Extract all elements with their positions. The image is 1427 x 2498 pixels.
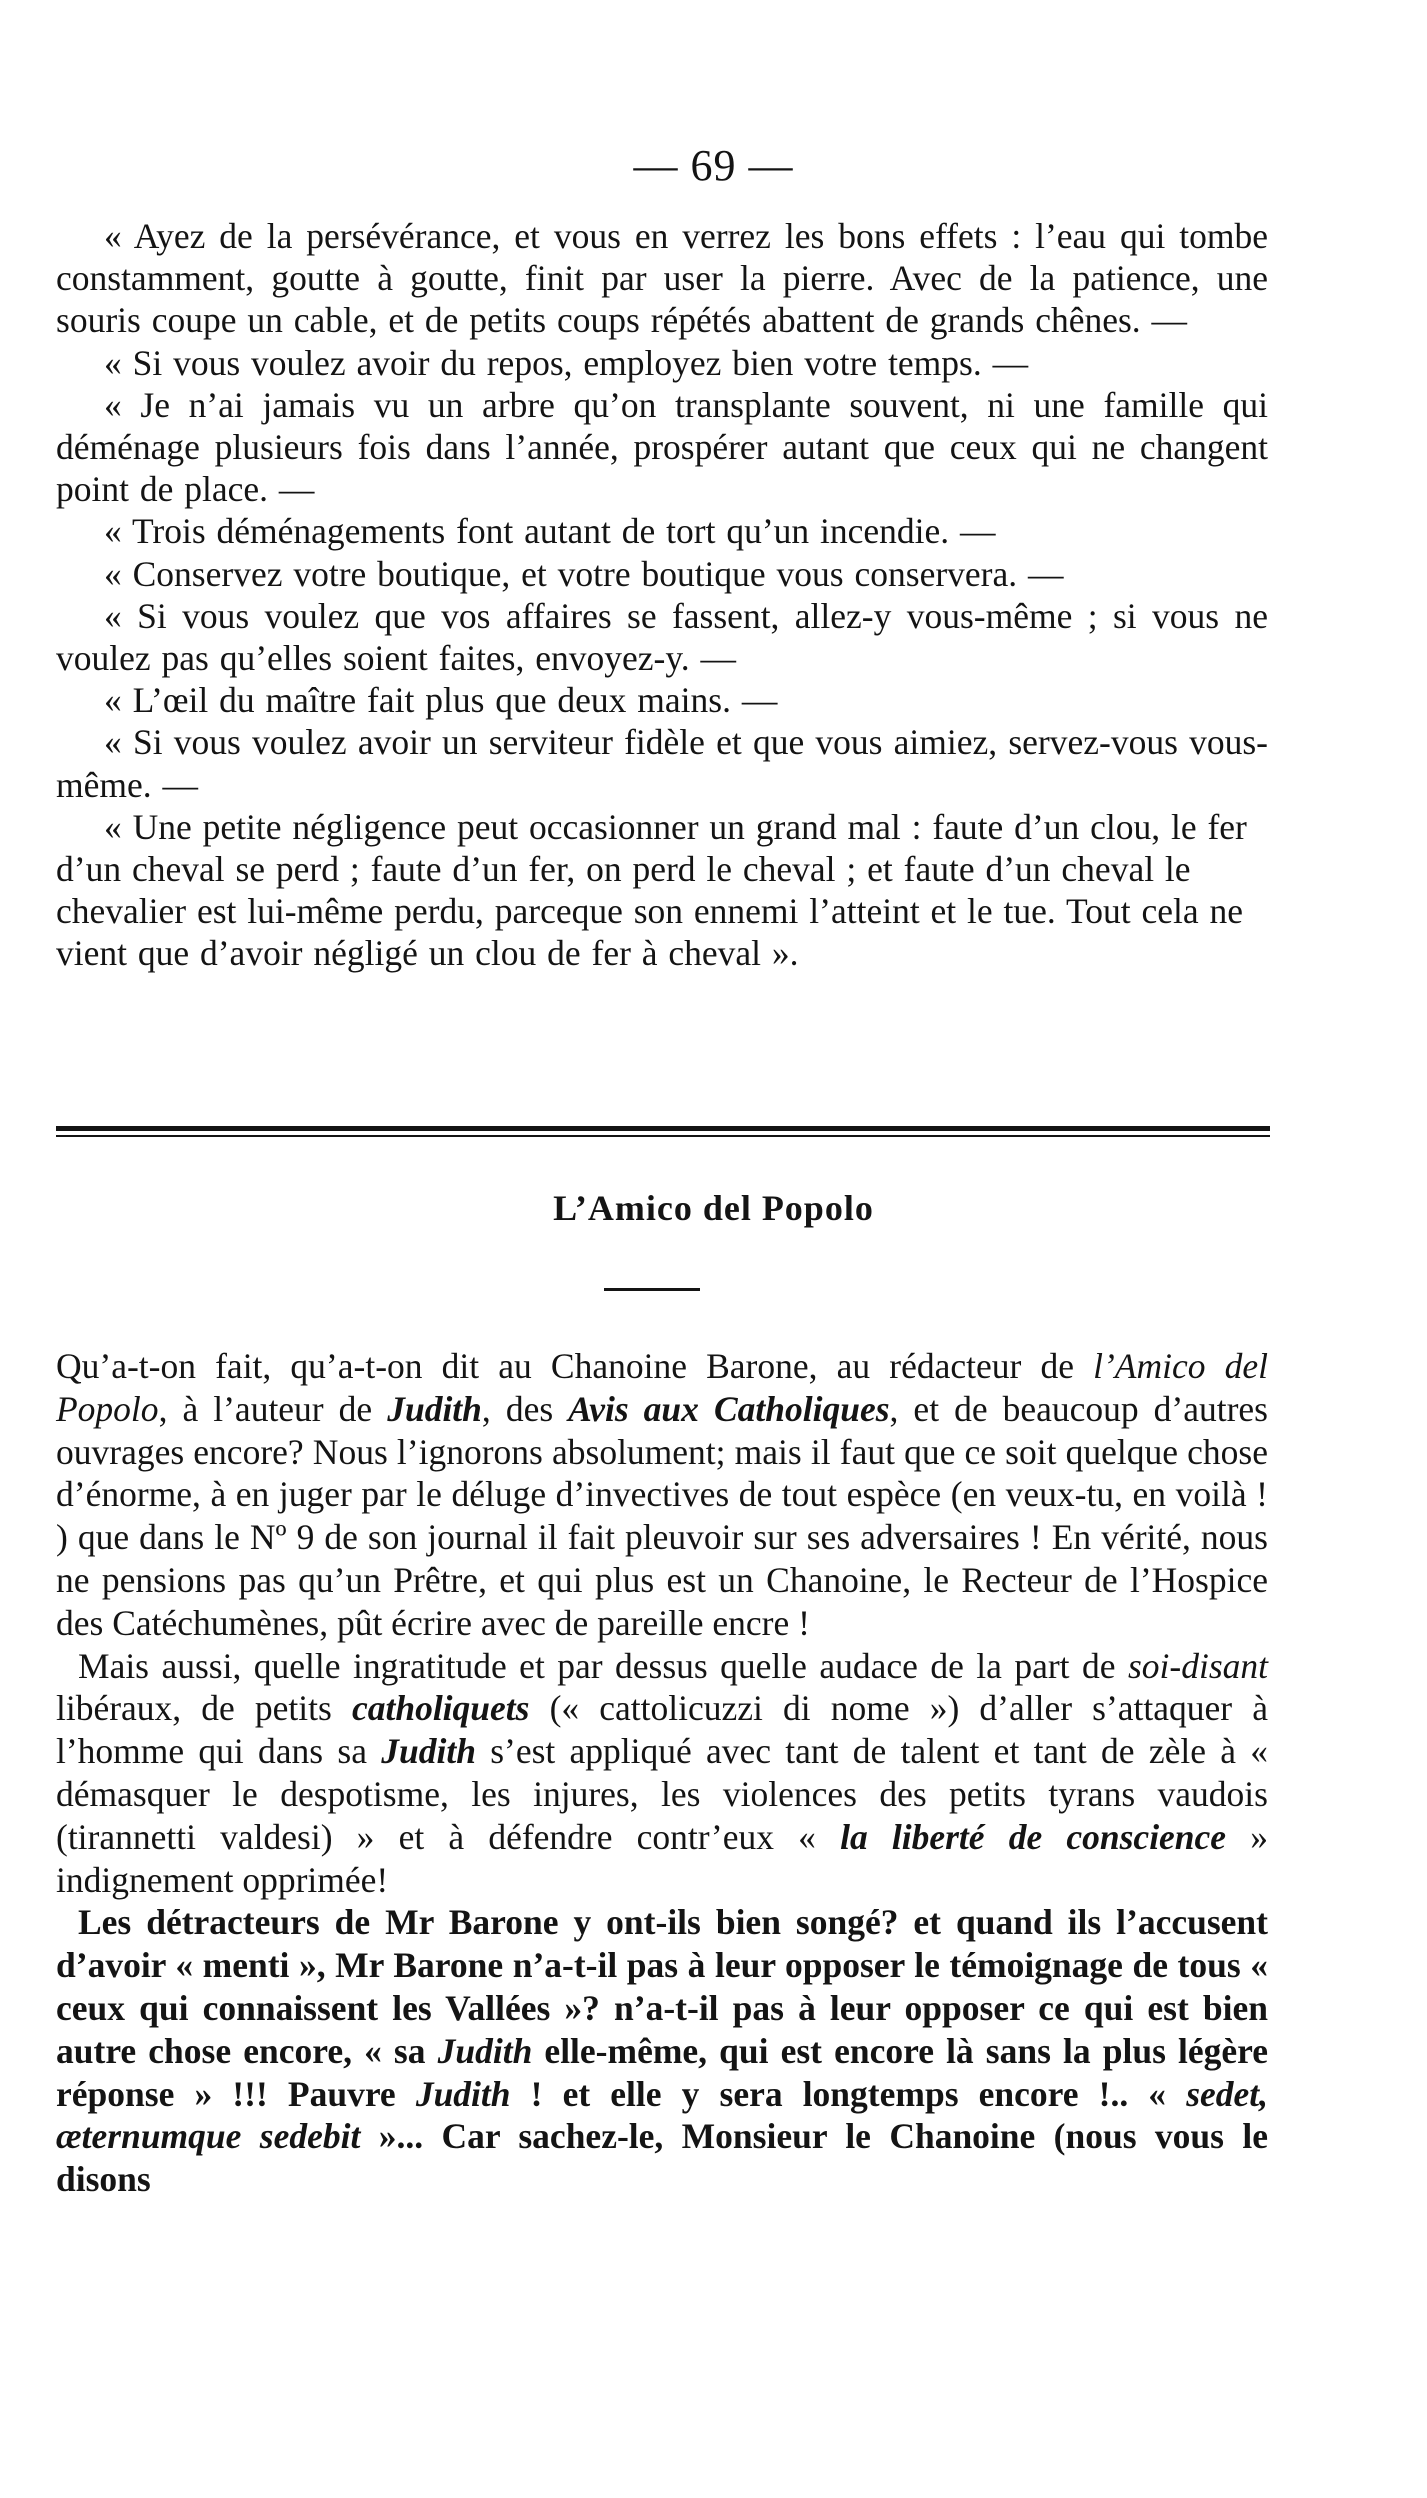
page-number: — 69 — — [633, 141, 794, 190]
text-run: s’est appliqué avec tant de talent et tant de zèle à « démasquer le despotisme, les injures, les violences des petits tyrans vaudois (tirannetti valdesi) » et à défendre contr’eux « — [56, 1731, 1268, 1857]
bold-italic-run: Avis aux Catholiques — [568, 1388, 890, 1429]
text-run: »... Car sachez-le, Monsieur le Chanoine (nous vous le disons — [56, 2116, 1268, 2200]
bold-italic-run: Judith — [387, 1388, 482, 1429]
bold-italic-run: Judith — [437, 2030, 533, 2071]
maxim-paragraph: « Ayez de la persévérance, et vous en verrez les bons effets : l’eau qui tombe constamment, goutte à goutte, finit par user la pierre. Avec de la patience, une souris coupe un cable, et de petits coups répétés abattent de grands chênes. — — [56, 216, 1268, 341]
text-run: Les détracteurs de Mr Barone y ont-ils bien songé? et quand ils l’accusent d’avoir « menti », Mr Barone n’a-t-il pas à leur opposer le témoignage de tous « ceux qui connaissent les Vallées »? n’a-t-il pas à leur opposer ce qui est bien autre chose encore, « sa — [56, 1902, 1268, 2071]
bold-italic-run: sedet, æternumque sedebit — [56, 2073, 1269, 2157]
text-run: elle-même, qui est encore là sans la plus légère réponse » !!! Pauvre — [56, 2030, 1268, 2114]
maxim-paragraph: « Une petite négligence peut occasionner un grand mal : faute d’un clou, le fer d’un cheval se perd ; faute d’un fer, on perd le cheval ; et faute d’un cheval le chevalier est lui-même perdu, parceque son ennemi l’atteint et le tue. Tout cela ne vient que d’avoir négligé un clou de fer à cheval ». — [56, 806, 1247, 974]
bold-italic-run: catholiquets — [351, 1688, 530, 1729]
article-paragraph-1 — [56, 1345, 1268, 1645]
text-run: Qu’a-t-on fait, qu’a-t-on dit au Chanoine Barone, au rédacteur de — [56, 1346, 1094, 1386]
maxim-paragraph: « Trois déménagements font autant de tort qu’un incendie. — — [104, 511, 996, 552]
text-run: ! et elle y sera longtemps encore !.. « — [510, 2073, 1187, 2114]
article-title: L’Amico del Popolo — [553, 1188, 874, 1228]
maxim-paragraph: « Si vous voulez que vos affaires se fassent, allez-y vous-même ; si vous ne voulez pas qu’elles soient faites, envoyez-y. — — [56, 595, 1268, 679]
bold-italic-run: Judith — [415, 2073, 511, 2114]
title-underline — [604, 1288, 700, 1291]
divider-thick-line — [56, 1126, 1270, 1131]
article-body — [56, 1345, 1268, 2201]
divider-thin-line — [56, 1135, 1270, 1137]
maxim-paragraph: « Je n’ai jamais vu un arbre qu’on transplante souvent, ni une famille qui déménage plusieurs fois dans l’année, prospérer autant que ceux qui ne changent point de place. — — [56, 384, 1268, 510]
maxim-paragraph: « L’œil du maître fait plus que deux mains. — — [104, 680, 778, 721]
text-run: (« cattolicuzzi di nome ») d’aller s’attaquer à l’homme qui dans sa — [56, 1688, 1268, 1772]
text-run: libéraux, de petits — [56, 1688, 352, 1729]
text-run: , à l’auteur de — [158, 1388, 388, 1429]
italic-run: l’Amico del Popolo — [56, 1346, 1268, 1429]
section-divider — [56, 1126, 1270, 1137]
maxim-paragraph: « Si vous voulez avoir du repos, employez bien votre temps. — — [104, 342, 1029, 383]
bold-italic-run: la liberté de conscience — [840, 1816, 1227, 1857]
maxim-paragraph: « Si vous voulez avoir un serviteur fidèle et que vous aimiez, servez-vous vous-même. — — [56, 722, 1268, 805]
text-run: Mais aussi, quelle ingratitude et par dessus quelle audace de la part de — [78, 1645, 1128, 1686]
maxims-section — [56, 215, 1268, 975]
article-paragraph-2 — [56, 1645, 1268, 1902]
italic-run: soi-disant — [1127, 1645, 1268, 1686]
maxim-paragraph: « Conservez votre boutique, et votre boutique vous conservera. — — [104, 553, 1064, 594]
article-paragraph-3 — [56, 1901, 1268, 2201]
text-run: , des — [481, 1388, 569, 1429]
text-run: » indignement opprimée! — [56, 1816, 1268, 1900]
text-run: , et de beaucoup d’autres ouvrages encore? Nous l’ignorons absolument; mais il faut que ce soit quelque chose d’énorme, à en juger par le déluge d’invectives de tout espèce (en veux-tu, en voilà ! ) que dans le Nº 9 de son journal il fait pleuvoir sur ses adversaires ! En vérité, nous ne pensions pas qu’un Prêtre, et qui plus est un Chanoine, le Recteur de l’Hospice des Catéchumènes, pût écrire avec de pareille encre ! — [56, 1388, 1268, 1643]
bold-italic-run: Judith — [381, 1731, 476, 1772]
